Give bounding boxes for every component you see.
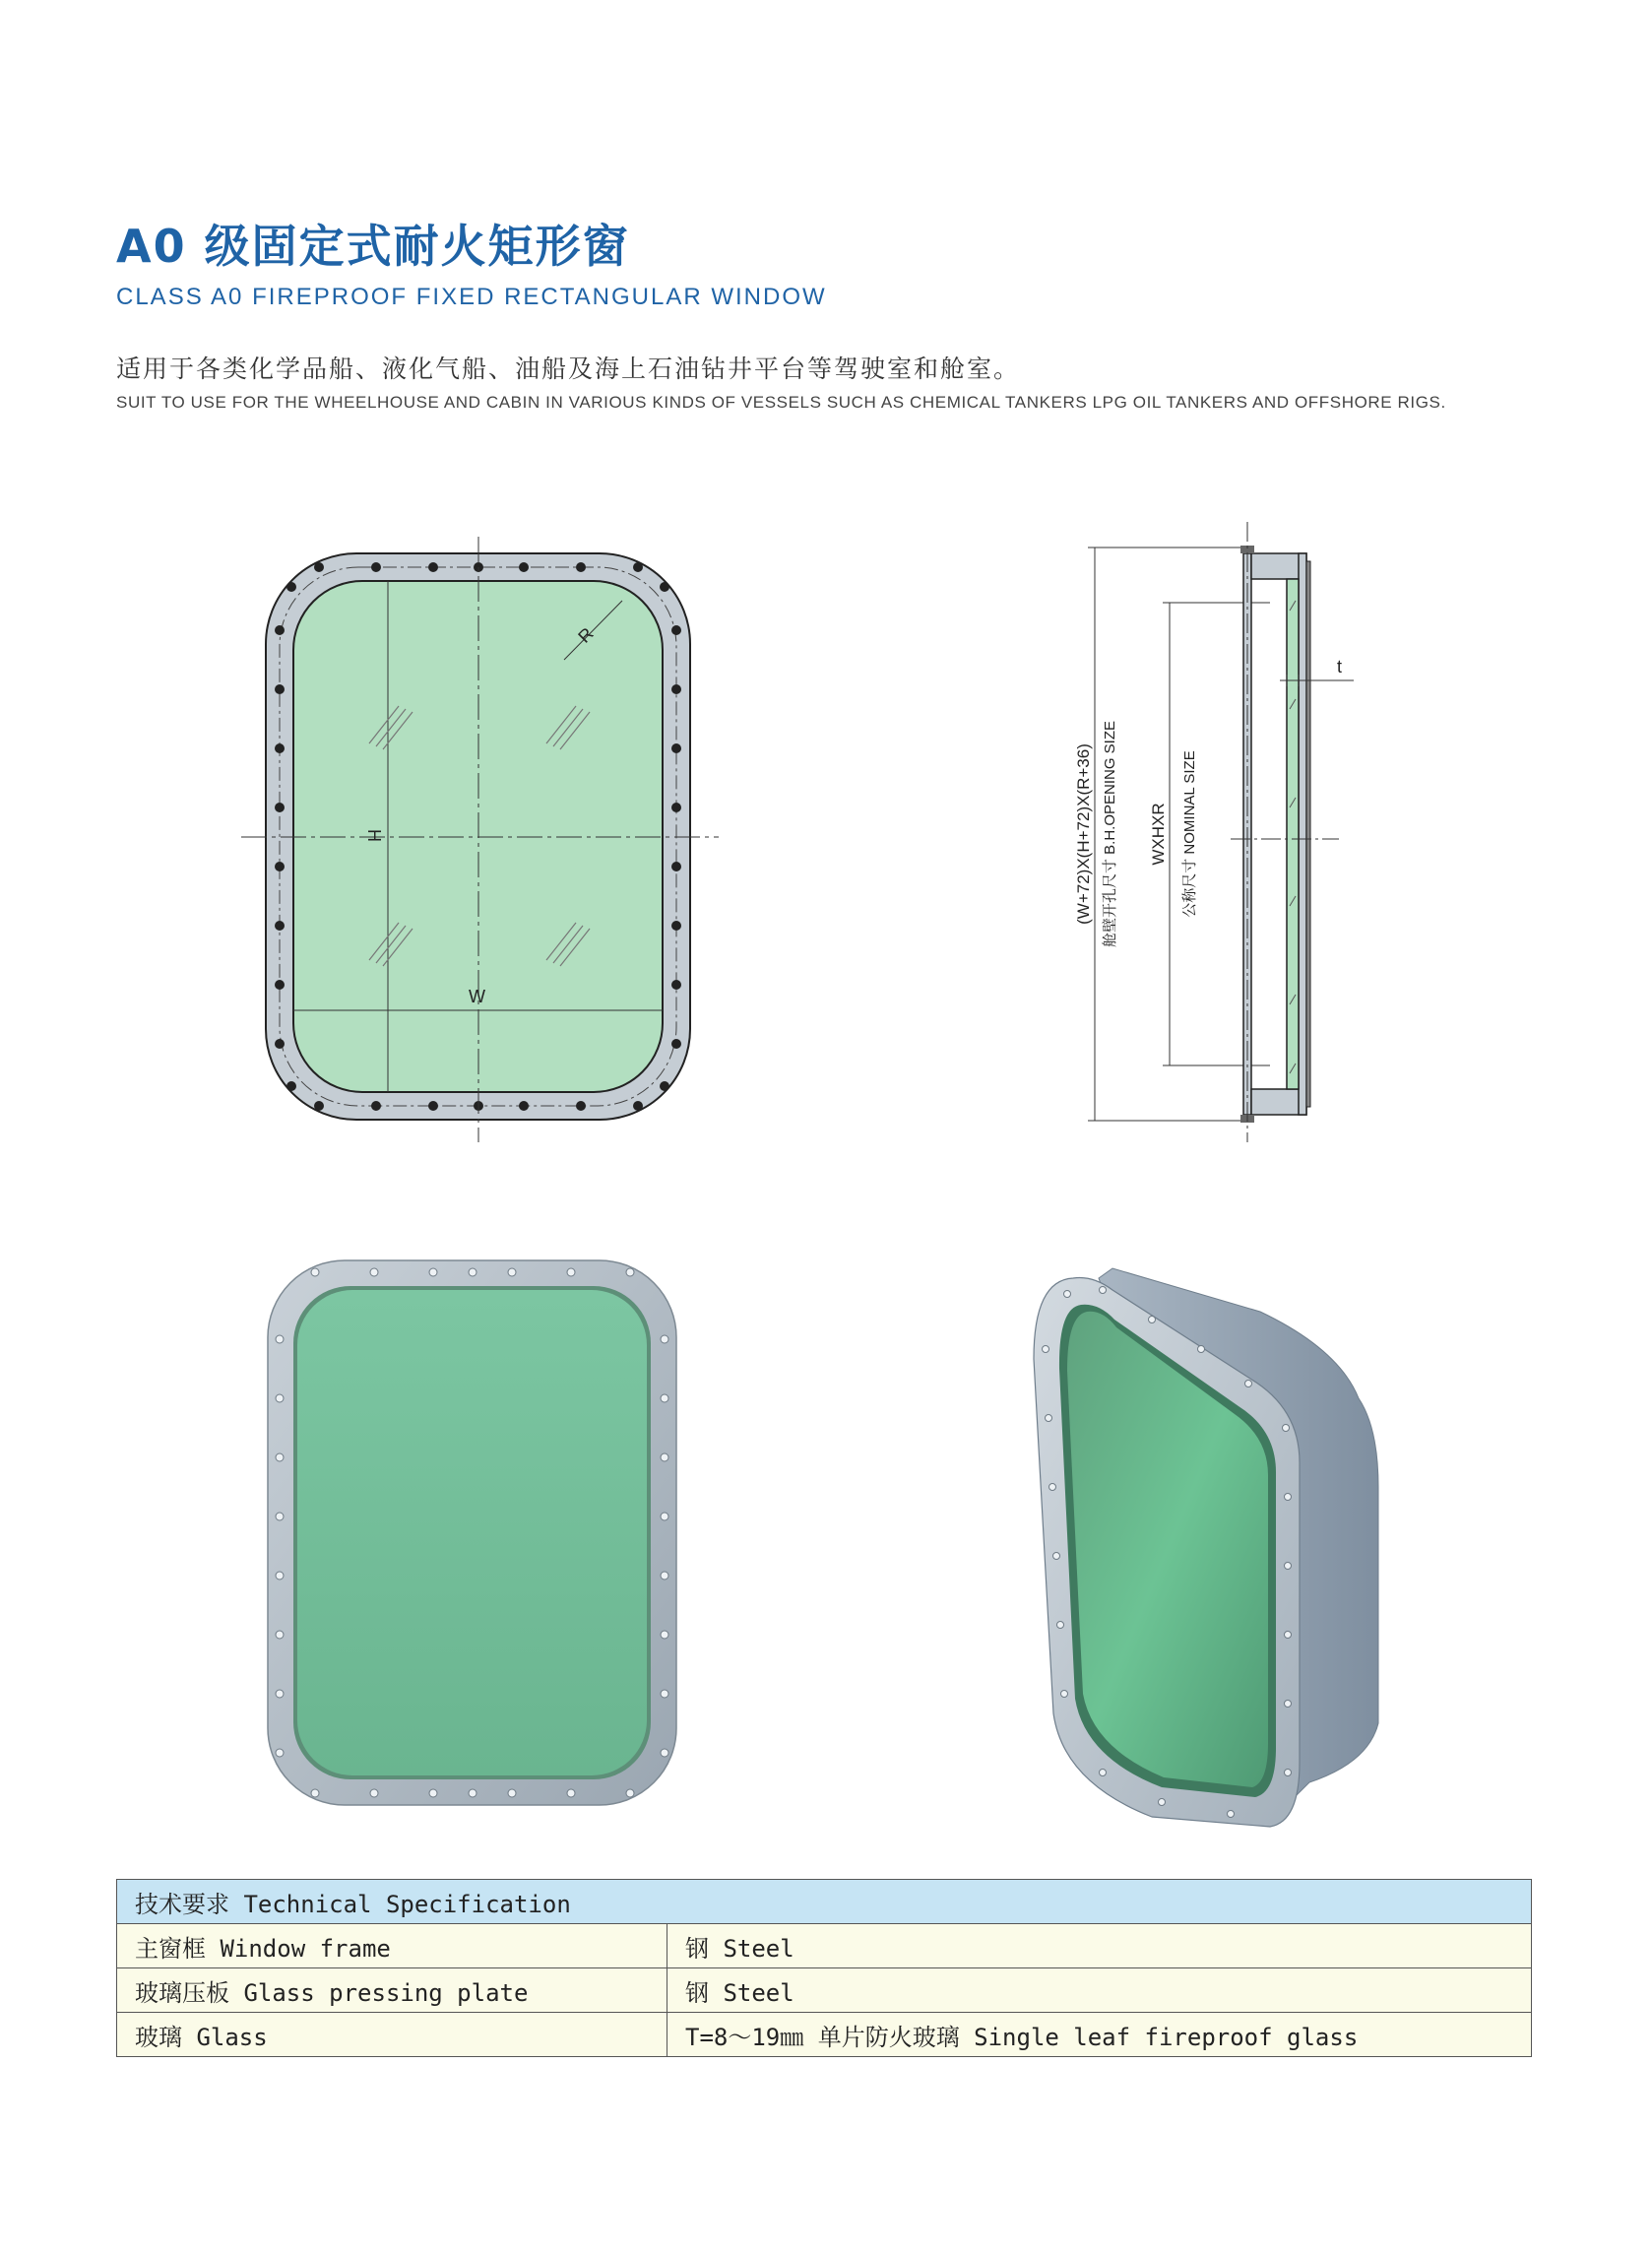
table-row bbox=[117, 1968, 1532, 2013]
front-view-drawing bbox=[236, 532, 729, 1152]
label-r: R bbox=[574, 623, 598, 647]
intro bbox=[116, 350, 1446, 413]
intro-cn: 适用于各类化学品船、液化气船、油船及海上石油钻井平台等驾驶室和舱室。 bbox=[116, 355, 1021, 383]
opening-label: 舱壁开孔尺寸 B.H.OPENING SIZE bbox=[1102, 720, 1118, 948]
spec-value: 钢 Steel bbox=[667, 1924, 1532, 1968]
front-render bbox=[256, 1251, 689, 1822]
spec-header: 技术要求 Technical Specification bbox=[117, 1880, 1532, 1924]
page-subtitle: CLASS A0 FIREPROOF FIXED RECTANGULAR WINDOW bbox=[116, 284, 827, 310]
label-w: W bbox=[469, 987, 485, 1006]
spec-item: 玻璃 Glass bbox=[117, 2013, 667, 2057]
table-row bbox=[117, 2013, 1532, 2057]
nominal-formula: WXHXR bbox=[1149, 803, 1168, 866]
spec-header-row bbox=[117, 1880, 1532, 1924]
header bbox=[116, 219, 827, 311]
side-section bbox=[1240, 546, 1310, 1123]
label-t: t bbox=[1337, 657, 1343, 677]
intro-en: SUIT TO USE FOR THE WHEELHOUSE AND CABIN IN VARIOUS KINDS OF VESSELS SUCH AS CHEMICAL TANKERS LPG OIL TANKERS AND OFFSHORE RIGS. bbox=[116, 393, 1446, 412]
page-title: A0 级固定式耐火矩形窗 bbox=[116, 220, 630, 273]
spec-value: 钢 Steel bbox=[667, 1968, 1532, 2013]
spec-value: T=8～19㎜ 单片防火玻璃 Single leaf fireproof glass bbox=[667, 2013, 1532, 2057]
spec-table bbox=[116, 1879, 1532, 2057]
label-h: H bbox=[364, 829, 384, 842]
opening-formula: (W+72)X(H+72)X(R+36) bbox=[1074, 743, 1093, 925]
spec-item: 主窗框 Window frame bbox=[117, 1924, 667, 1968]
perspective-render bbox=[1004, 1251, 1398, 1841]
table-row bbox=[117, 1924, 1532, 1968]
side-view-drawing bbox=[1044, 522, 1368, 1142]
spec-item: 玻璃压板 Glass pressing plate bbox=[117, 1968, 667, 2013]
nominal-label: 公称尺寸 NOMINAL SIZE bbox=[1181, 750, 1198, 918]
